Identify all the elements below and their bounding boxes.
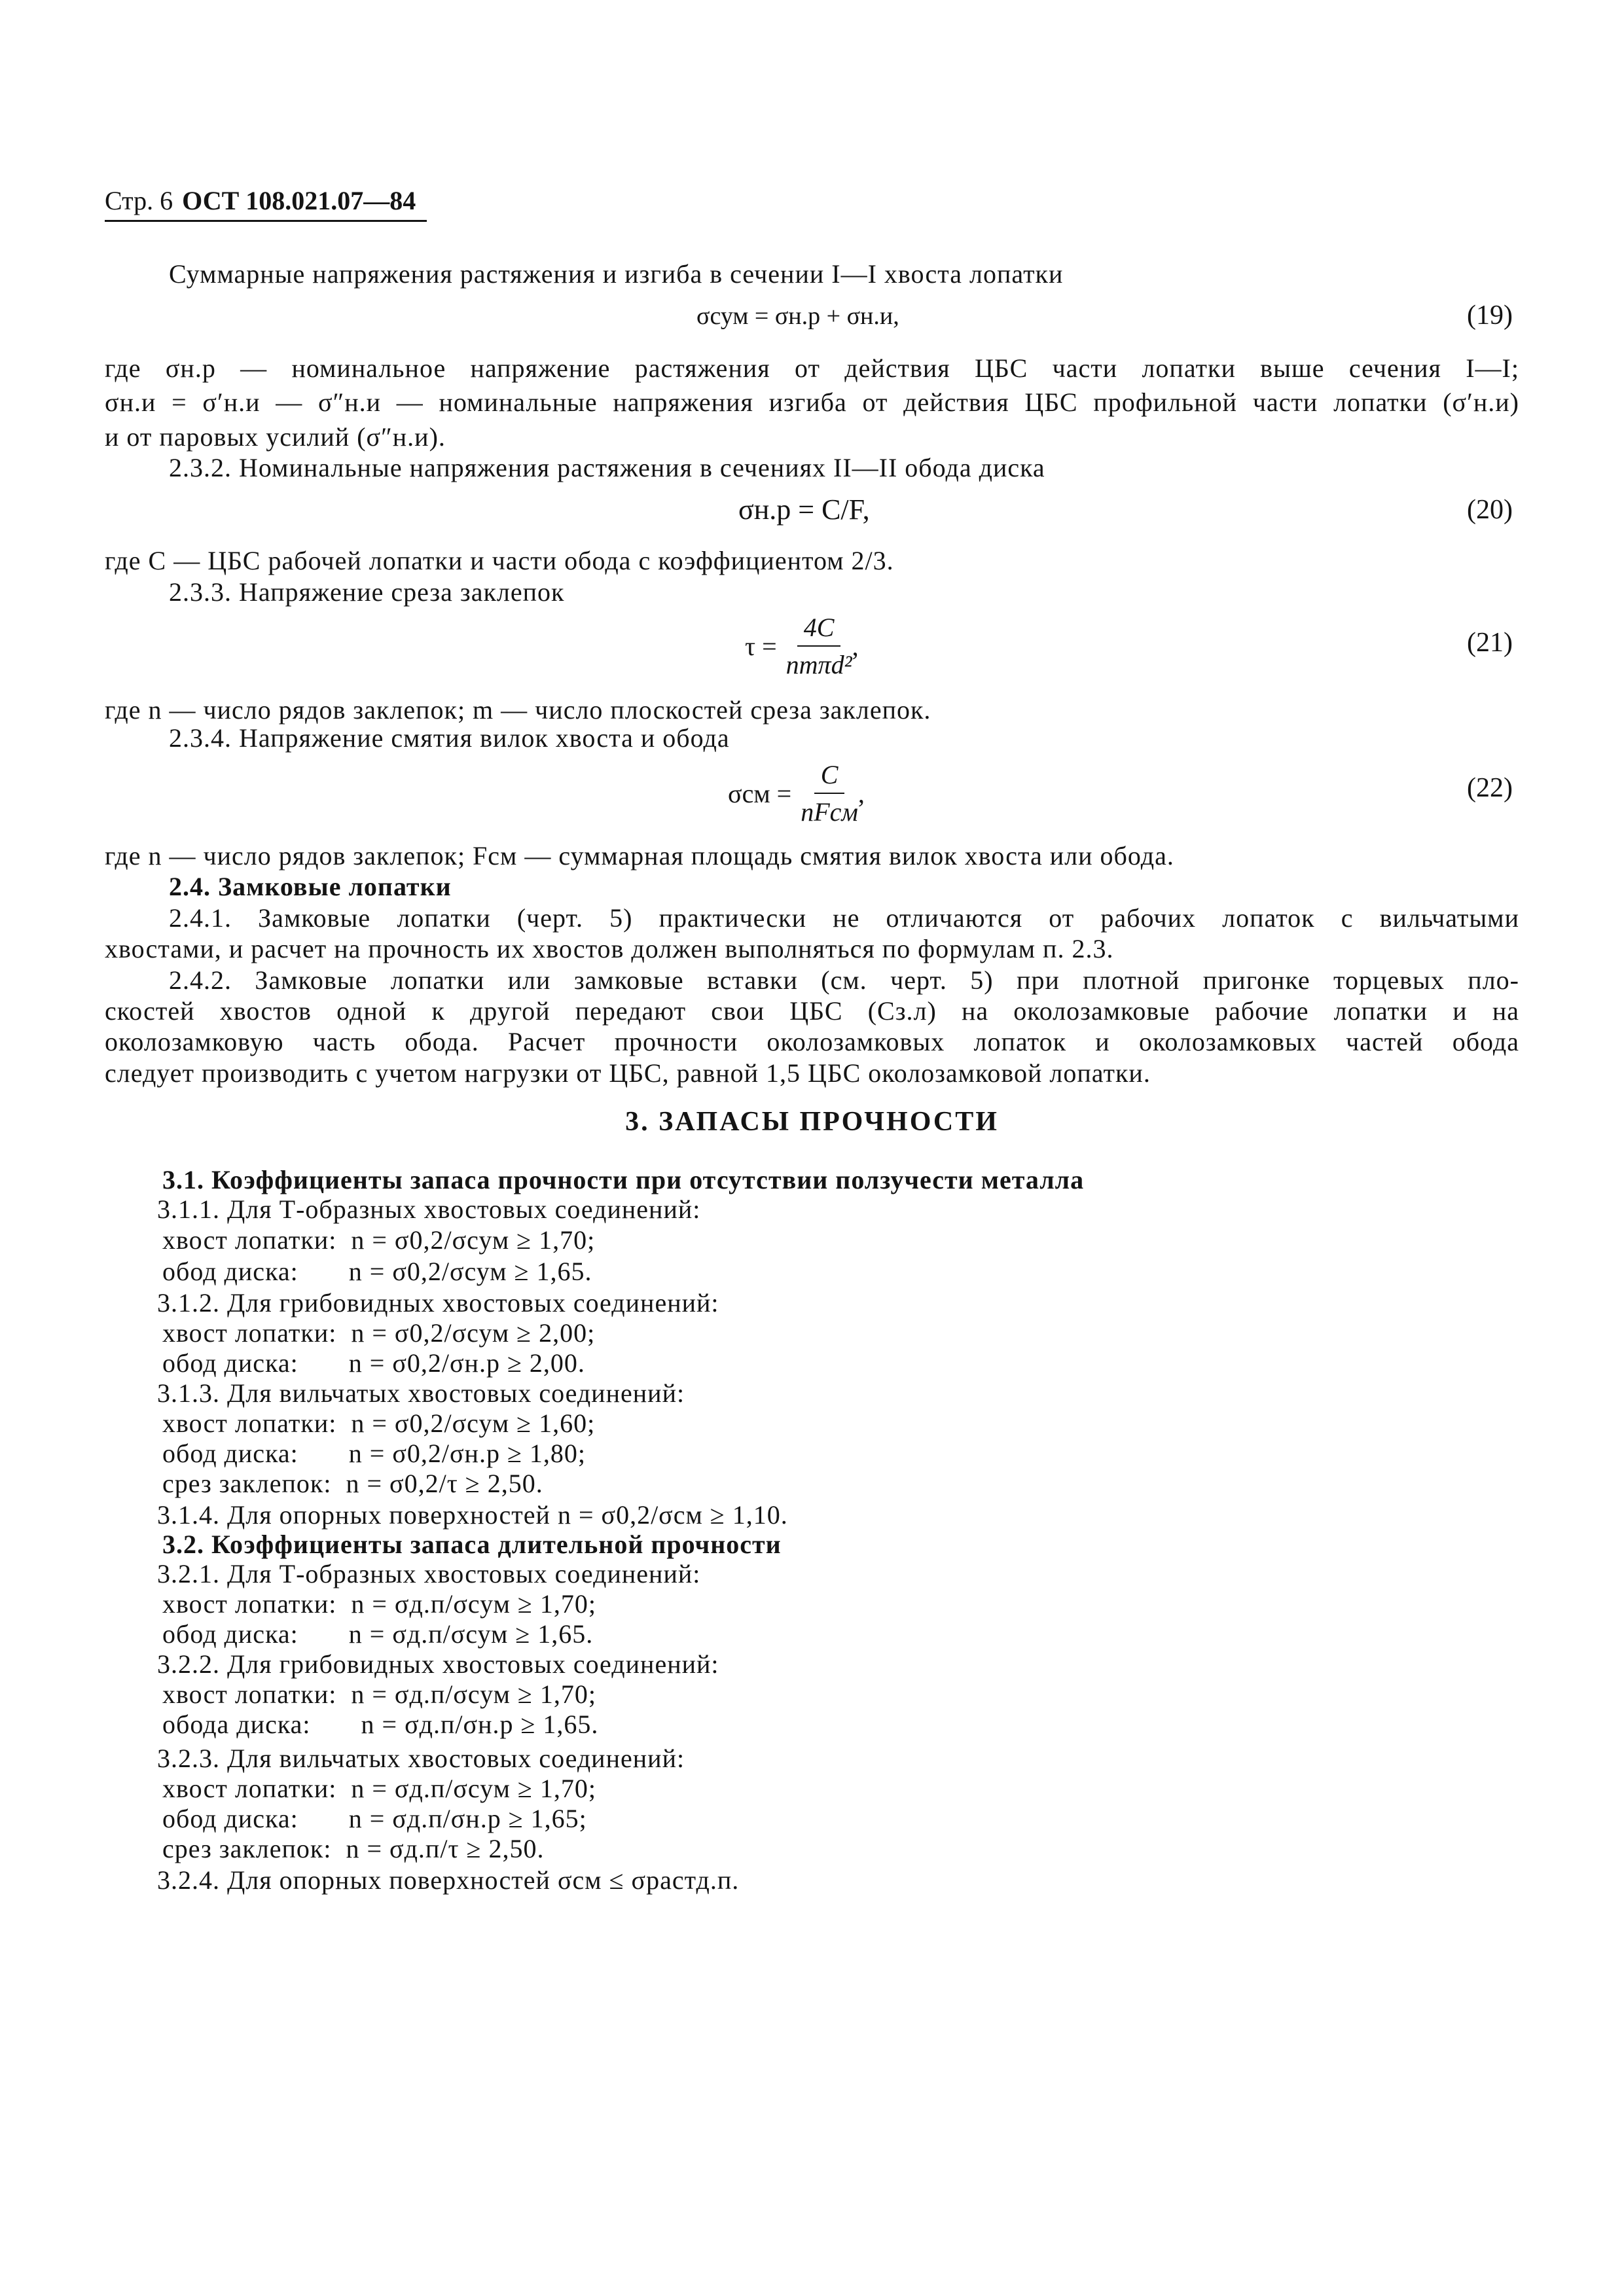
formula-21-numerator: 4C (797, 612, 841, 647)
subsection-2-4-title: 2.4. Замковые лопатки (169, 872, 452, 901)
formula-21 (745, 612, 859, 680)
formula-21-tail: , (852, 631, 859, 661)
paragraph-2-3-2: 2.3.2. Номинальные напряжения растяжения в сечениях II—II обода диска (169, 453, 1045, 482)
item-3-2-2-blade-tail: хвост лопатки: n = σд.п/σсум ≥ 1,70; (162, 1679, 596, 1709)
item-3-2-3-blade-tail: хвост лопатки: n = σд.п/σсум ≥ 1,70; (162, 1774, 596, 1803)
subsection-3-1-title: 3.1. Коэффициенты запаса прочности при отсутствии ползучести металла (162, 1165, 1085, 1194)
item-3-2-2-disk-rim: обода диска: n = σд.п/σн.р ≥ 1,65. (162, 1710, 599, 1739)
item-3-2-3: 3.2.3. Для вильчатых хвостовых соединений: (157, 1744, 685, 1773)
where-c-definition: где C — ЦБС рабочей лопатки и части обода с коэффициентом 2/3. (105, 546, 894, 575)
item-3-1-1-blade-tail: хвост лопатки: n = σ0,2/σсум ≥ 1,70; (162, 1225, 596, 1255)
item-3-1-3: 3.1.3. Для вильчатых хвостовых соединений: (157, 1378, 685, 1408)
item-3-1-4: 3.1.4. Для опорных поверхностей n = σ0,2/σсм ≥ 1,10. (157, 1500, 788, 1530)
paragraph-2-4-1-line-2: хвостами, и расчет на прочность их хвостов должен выполняться по формулам п. 2.3. (105, 934, 1114, 963)
subsection-3-2-title: 3.2. Коэффициенты запаса длительной прочности (162, 1530, 782, 1559)
item-3-1-3-rivet-shear: срез заклепок: n = σ0,2/τ ≥ 2,50. (162, 1469, 543, 1498)
formula-22-lhs: σсм = (728, 778, 792, 808)
paragraph-sum-stresses: Суммарные напряжения растяжения и изгиба в сечении I—I хвоста лопатки (169, 259, 1064, 289)
item-3-1-2-blade-tail: хвост лопатки: n = σ0,2/σсум ≥ 2,00; (162, 1318, 596, 1348)
item-3-2-1-blade-tail: хвост лопатки: n = σд.п/σсум ≥ 1,70; (162, 1589, 596, 1619)
formula-22-fraction (801, 759, 858, 827)
page-label: Стр. 6 (105, 186, 173, 215)
formula-22-tail: , (857, 778, 865, 808)
formula-20: σн.р = C/F, (738, 493, 870, 526)
item-3-1-2-disk-rim: обод диска: n = σ0,2/σн.р ≥ 2,00. (162, 1348, 585, 1378)
equation-number-20: (20) (1467, 495, 1513, 525)
formula-22-denominator: nFсм (801, 797, 858, 827)
paragraph-2-3-4: 2.3.4. Напряжение смятия вилок хвоста и обода (169, 723, 730, 753)
header-underline (105, 220, 427, 222)
item-3-1-3-disk-rim: обод диска: n = σ0,2/σн.р ≥ 1,80; (162, 1439, 586, 1468)
formula-21-lhs: τ = (745, 631, 777, 661)
paragraph-2-4-2-line-4: следует производить с учетом нагрузки от ЦБС, равной 1,5 ЦБС околозамковой лопатки. (105, 1058, 1151, 1088)
page-header (105, 185, 416, 216)
formula-21-fraction (786, 612, 852, 680)
where-line-1: где σн.р — номинальное напряжение растяжения от действия ЦБС части лопатки выше сечения I—I; (105, 353, 1519, 383)
paragraph-2-3-3: 2.3.3. Напряжение среза заклепок (169, 577, 565, 607)
where-fcm-definition: где n — число рядов заклепок; Fсм — суммарная площадь смятия вилок хвоста или обода. (105, 841, 1174, 870)
where-line-3: и от паровых усилий (σ″н.и). (105, 422, 446, 452)
paragraph-2-4-1-line-1: 2.4.1. Замковые лопатки (черт. 5) практически не отличаются от рабочих лопаток с вильчатыми (169, 903, 1519, 933)
section-3-title: 3. ЗАПАСЫ ПРОЧНОСТИ (625, 1107, 999, 1137)
paragraph-2-4-2-line-1: 2.4.2. Замковые лопатки или замковые вставки (см. черт. 5) при плотной пригонке торцевых пло- (169, 965, 1519, 995)
equation-number-22: (22) (1467, 773, 1513, 803)
paragraph-2-4-2-line-2: скостей хвостов одной к другой передают свои ЦБС (Cз.л) на околозамковые рабочие лопатки и на (105, 996, 1519, 1026)
item-3-1-2: 3.1.2. Для грибовидных хвостовых соединений: (157, 1288, 719, 1318)
formula-21-denominator: nmπd² (785, 650, 852, 679)
equation-number-19: (19) (1467, 300, 1513, 331)
equation-number-21: (21) (1467, 628, 1513, 658)
formula-22 (728, 759, 865, 827)
doc-number: ОСТ 108.021.07—84 (182, 186, 416, 215)
formula-19: σсум = σн.р + σн.и, (696, 302, 899, 330)
item-3-2-1-disk-rim: обод диска: n = σд.п/σсум ≥ 1,65. (162, 1619, 594, 1649)
item-3-2-3-rivet-shear: срез заклепок: n = σд.п/τ ≥ 2,50. (162, 1834, 545, 1863)
item-3-1-1-disk-rim: обод диска: n = σ0,2/σсум ≥ 1,65. (162, 1257, 592, 1286)
item-3-2-1: 3.2.1. Для Т-образных хвостовых соединений: (157, 1559, 701, 1588)
formula-22-numerator: C (814, 759, 845, 794)
item-3-2-2: 3.2.2. Для грибовидных хвостовых соединений: (157, 1649, 719, 1679)
paragraph-2-4-2-line-3: околозамковую часть обода. Расчет прочности околозамковых лопаток и околозамковых частей обода (105, 1027, 1519, 1056)
item-3-2-3-disk-rim: обод диска: n = σд.п/σн.р ≥ 1,65; (162, 1804, 587, 1833)
where-n-m-definition: где n — число рядов заклепок; m — число плоскостей среза заклепок. (105, 695, 931, 725)
where-line-2: σн.и = σ′н.и — σ″н.и — номинальные напряжения изгиба от действия ЦБС профильной части лопатки (σ′н.и) (105, 387, 1519, 417)
item-3-2-4: 3.2.4. Для опорных поверхностей σсм ≤ σрастд.п. (157, 1865, 740, 1895)
item-3-1-3-blade-tail: хвост лопатки: n = σ0,2/σсум ≥ 1,60; (162, 1408, 596, 1438)
item-3-1-1: 3.1.1. Для Т-образных хвостовых соединений: (157, 1194, 701, 1224)
